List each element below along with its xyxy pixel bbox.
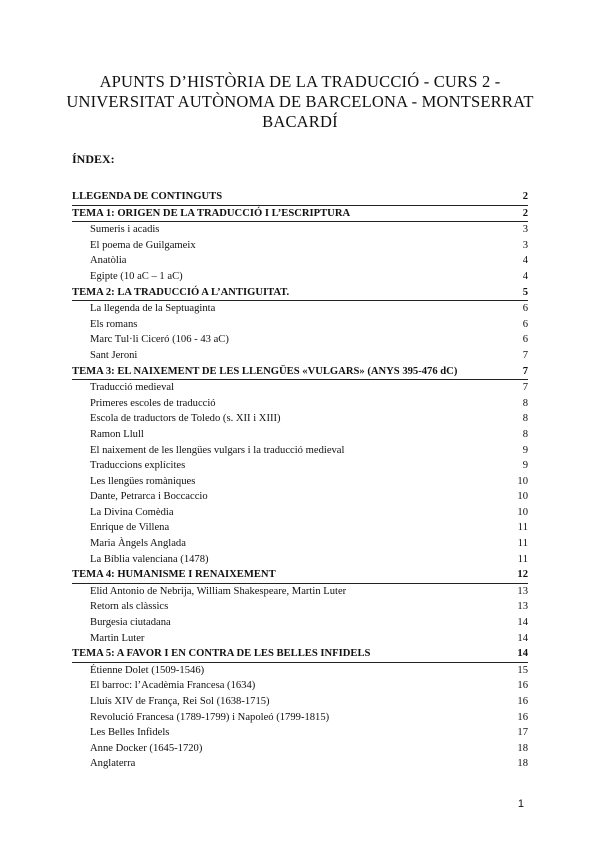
toc-subsection-entry[interactable]: [72, 238, 528, 254]
toc-subsection-entry[interactable]: [72, 348, 528, 364]
toc-entry-label: Étienne Dolet (1509-1546): [90, 664, 205, 676]
toc-entry-page: 6: [522, 318, 528, 330]
toc-subsection-entry[interactable]: [72, 520, 528, 536]
toc-entry-page: 14: [517, 632, 528, 644]
toc-entry-label: Martin Luter: [90, 632, 145, 644]
toc-entry-label: Les llengües romàniques: [90, 475, 196, 487]
toc-section-entry[interactable]: [72, 285, 528, 302]
toc-entry-label: Anatòlia: [90, 255, 127, 267]
toc-subsection-entry[interactable]: [72, 584, 528, 600]
toc-entry-page: 8: [522, 413, 528, 425]
toc-entry-page: 18: [517, 758, 528, 770]
table-of-contents: [72, 189, 528, 772]
toc-entry-page: 13: [517, 585, 528, 597]
toc-subsection-entry[interactable]: [72, 443, 528, 459]
toc-entry-page: 14: [517, 617, 528, 629]
toc-subsection-entry[interactable]: [72, 301, 528, 317]
toc-entry-label: Burgesia ciutadana: [90, 617, 171, 629]
toc-subsection-entry[interactable]: [72, 222, 528, 238]
toc-entry-page: 2: [522, 191, 528, 202]
toc-entry-page: 7: [522, 365, 528, 377]
toc-entry-label: Elid Antonio de Nebrija, William Shakespeare, Martin Luter: [90, 585, 347, 597]
toc-entry-label: Maria Àngels Anglada: [90, 538, 186, 550]
toc-entry-label: TEMA 3: EL NAIXEMENT DE LES LLENGÜES «VULGARS» (ANYS 395-476 dC): [72, 365, 458, 377]
toc-entry-page: 15: [517, 664, 528, 676]
toc-entry-label: TEMA 1: ORIGEN DE LA TRADUCCIÓ I L’ESCRIPTURA: [72, 207, 351, 219]
toc-subsection-entry[interactable]: [72, 552, 528, 568]
toc-entry-page: 16: [517, 711, 528, 723]
toc-entry-label: Lluís XIV de França, Rei Sol (1638-1715): [90, 696, 270, 707]
page-number: 1: [517, 798, 524, 810]
title-line: APUNTS D’HISTÒRIA DE LA TRADUCCIÓ - CURS 2 -: [99, 72, 501, 91]
toc-entry-label: Anne Docker (1645-1720): [90, 742, 203, 754]
document-title: [60, 72, 540, 132]
toc-entry-label: El poema de Guilgameix: [90, 239, 196, 251]
toc-entry-page: 3: [522, 224, 528, 236]
toc-entry-label: Enrique de Villena: [90, 522, 170, 534]
toc-section-entry[interactable]: [72, 567, 528, 584]
toc-subsection-entry[interactable]: [72, 411, 528, 427]
toc-entry-label: Anglaterra: [90, 758, 136, 770]
toc-entry-page: 10: [517, 475, 528, 487]
toc-entry-label: Primeres escoles de traducció: [90, 397, 216, 409]
toc-entry-page: 18: [517, 742, 528, 754]
toc-entry-page: 8: [522, 397, 528, 409]
toc-entry-label: TEMA 2: LA TRADUCCIÓ A L’ANTIGUITAT.: [72, 286, 290, 298]
toc-entry-page: 5: [522, 286, 528, 298]
toc-entry-label: La Bíblia valenciana (1478): [90, 553, 209, 565]
toc-entry-label: Dante, Petrarca i Boccaccio: [90, 491, 208, 503]
toc-entry-label: LLEGENDA DE CONTINGUTS: [72, 191, 223, 202]
toc-subsection-entry[interactable]: [72, 458, 528, 474]
toc-entry-label: Ramon Llull: [90, 428, 144, 440]
index-heading: ÍNDEX:: [72, 152, 115, 166]
toc-entry-label: TEMA 5: A FAVOR I EN CONTRA DE LES BELLES INFIDELS: [72, 648, 371, 660]
toc-subsection-entry[interactable]: [72, 474, 528, 490]
toc-entry-label: Sant Jeroni: [90, 349, 138, 361]
toc-subsection-entry[interactable]: [72, 756, 528, 772]
toc-entry-label: Escola de traductors de Toledo (s. XII i XIII): [90, 413, 281, 425]
toc-entry-label: El naixement de les llengües vulgars i la traducció medieval: [90, 444, 345, 456]
toc-subsection-entry[interactable]: [72, 332, 528, 348]
toc-entry-page: 11: [517, 538, 528, 550]
title-line: BACARDÍ: [262, 112, 338, 131]
toc-section-entry[interactable]: [72, 206, 528, 223]
toc-entry-label: El barroc: l’Acadèmia Francesa (1634): [90, 680, 256, 692]
toc-entry-label: Retorn als clàssics: [90, 601, 169, 613]
toc-subsection-entry[interactable]: [72, 380, 528, 396]
toc-subsection-entry[interactable]: [72, 741, 528, 757]
toc-entry-page: 6: [522, 303, 528, 315]
toc-entry-page: 11: [517, 522, 528, 534]
toc-entry-page: 10: [517, 506, 528, 518]
toc-entry-page: 10: [517, 491, 528, 503]
toc-entry-page: 14: [517, 648, 528, 660]
toc-entry-label: Les Belles Infidels: [90, 727, 170, 739]
toc-entry-label: Revolució Francesa (1789-1799) i Napoleó (1799-1815): [90, 711, 330, 723]
toc-entry-label: Sumeris i acadis: [90, 224, 160, 236]
toc-subsection-entry[interactable]: [72, 536, 528, 552]
toc-subsection-entry[interactable]: [72, 725, 528, 741]
toc-entry-page: 7: [522, 382, 528, 394]
toc-subsection-entry[interactable]: [72, 678, 528, 694]
title-line: UNIVERSITAT AUTÒNOMA DE BARCELONA - MONTSERRAT: [66, 92, 534, 111]
toc-subsection-entry[interactable]: [72, 253, 528, 269]
toc-entry-page: 4: [522, 270, 528, 282]
toc-entry-label: Traducció medieval: [90, 382, 175, 394]
toc-entry-page: 3: [522, 239, 528, 251]
toc-subsection-entry[interactable]: [72, 317, 528, 333]
toc-entry-page: 17: [517, 727, 528, 739]
toc-subsection-entry[interactable]: [72, 631, 528, 647]
toc-section-entry[interactable]: [72, 189, 528, 206]
toc-entry-label: Els romans: [90, 318, 138, 330]
toc-subsection-entry[interactable]: [72, 489, 528, 505]
toc-entry-page: 9: [522, 460, 528, 472]
toc-subsection-entry[interactable]: [72, 710, 528, 726]
toc-section-entry[interactable]: [72, 364, 528, 381]
toc-section-entry[interactable]: [72, 646, 528, 663]
toc-entry-page: 16: [517, 680, 528, 692]
toc-entry-page: 2: [522, 207, 528, 219]
toc-entry-page: 4: [522, 255, 528, 267]
toc-entry-page: 7: [522, 349, 528, 361]
toc-entry-label: Marc Tul·li Ciceró (106 - 43 aC): [90, 334, 229, 346]
toc-entry-label: Traduccions explícites: [90, 460, 186, 472]
toc-entry-page: 13: [517, 601, 528, 613]
toc-entry-page: 11: [517, 553, 528, 565]
toc-subsection-entry[interactable]: [72, 663, 528, 679]
toc-entry-page: 9: [522, 444, 528, 456]
toc-subsection-entry[interactable]: [72, 694, 528, 710]
toc-subsection-entry[interactable]: [72, 427, 528, 443]
toc-subsection-entry[interactable]: [72, 269, 528, 285]
toc-entry-page: 16: [517, 696, 528, 707]
toc-subsection-entry[interactable]: [72, 599, 528, 615]
toc-entry-label: TEMA 4: HUMANISME I RENAIXEMENT: [72, 569, 276, 581]
toc-entry-label: La Divina Comèdia: [90, 506, 174, 518]
toc-entry-page: 8: [522, 428, 528, 440]
toc-entry-label: Egipte (10 aC – 1 aC): [90, 270, 183, 282]
toc-subsection-entry[interactable]: [72, 505, 528, 521]
toc-entry-page: 12: [517, 569, 528, 581]
toc-subsection-entry[interactable]: [72, 396, 528, 412]
toc-entry-page: 6: [522, 334, 528, 346]
toc-subsection-entry[interactable]: [72, 615, 528, 631]
toc-entry-label: La llegenda de la Septuaginta: [90, 303, 216, 315]
